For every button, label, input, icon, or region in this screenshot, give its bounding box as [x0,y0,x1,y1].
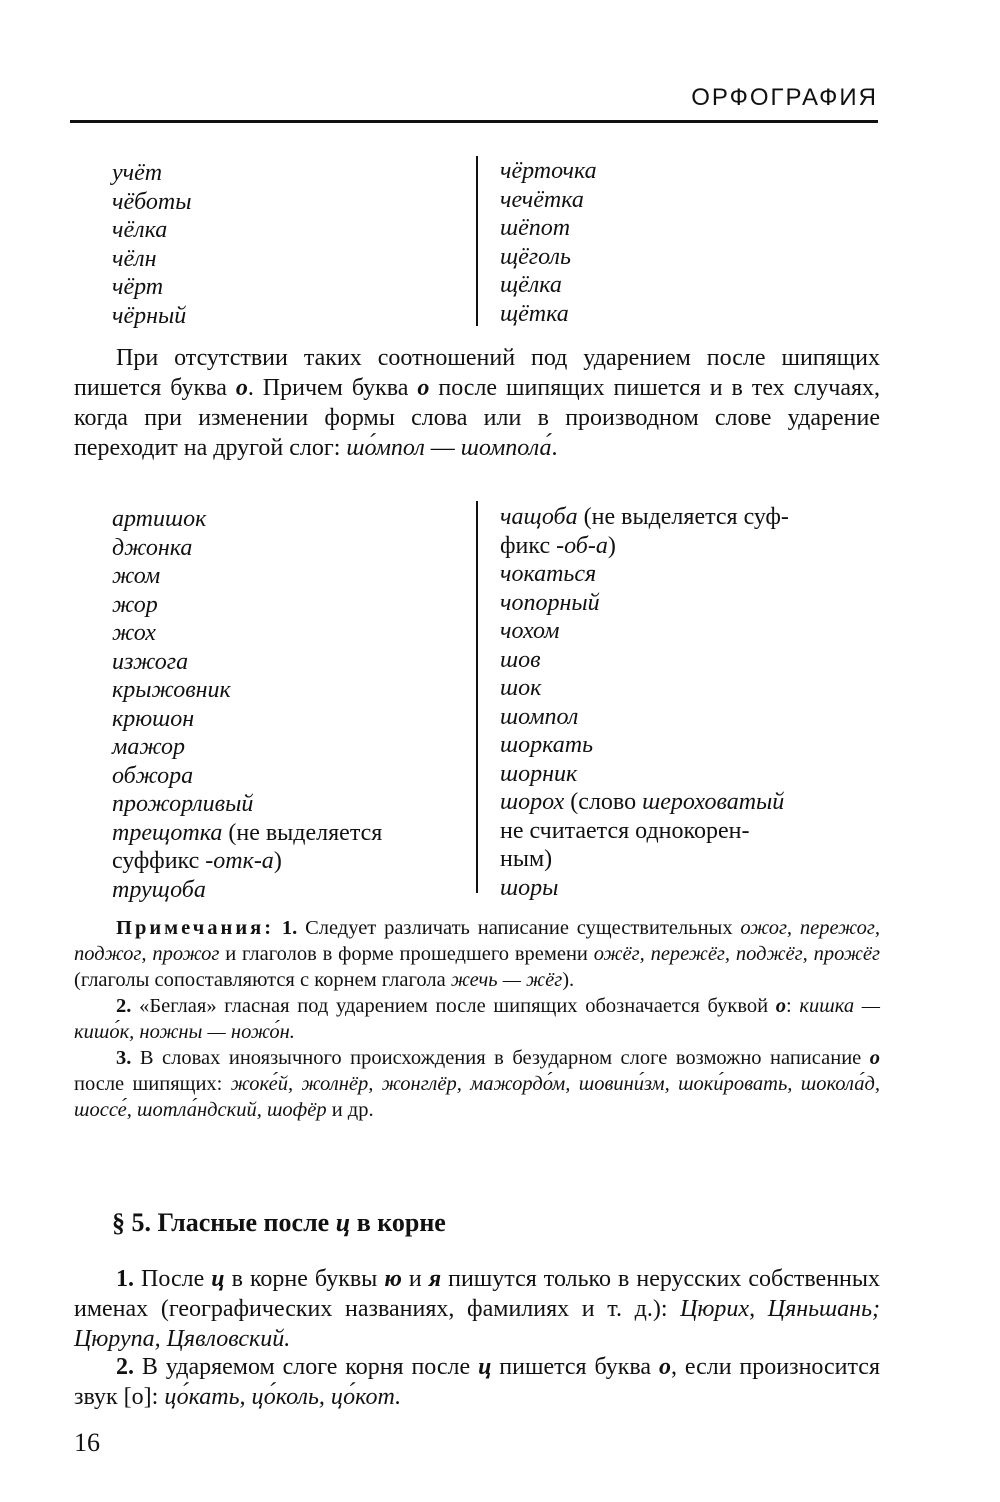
section-heading: § 5. Гласные после ц в корне [112,1208,446,1237]
list-item: чёрточка [500,158,597,184]
list-item: прожорливый [112,791,254,817]
list-item: чокаться [500,561,597,587]
word-list-2-right [500,503,880,902]
list-item: шомпол [500,703,579,730]
column-divider-2 [476,501,478,893]
page-number: 16 [74,1428,100,1457]
list-item: чопорный [500,589,600,616]
list-item: щёголь [500,243,571,270]
list-item: джонка [112,534,193,561]
list-item: мажор [112,734,186,760]
list-item: чёлка [112,217,168,243]
list-item: жом [112,563,161,589]
list-item: крыжовник [112,677,231,703]
list-item: шок [500,675,542,701]
list-item: щёлка [500,272,562,298]
list-item: изжога [112,648,189,675]
word-list-2-left [112,505,462,904]
note-1: Примечания: 1. Следует различать написание существительных ожог, пережог, поджог, прожог и глаголов в форме прошедшего времени ожёг, пережёг, поджёг, прожёг (глаголы сопоставляются с корнем глагола жечь — жёг). [74,917,881,991]
note-3: 3. В словах иноязычного происхождения в безударном слоге возможно написание о после шипящих: жоке́й, жолнёр, жонглёр, мажордо́м, шовини́зм, шоки́ровать, шокола́д, шоссе́, шотла́ндский, шофёр и др. [74,1047,880,1121]
list-item: артишок [112,506,207,532]
list-item: шёпот [500,215,571,241]
list-item: шоры [500,874,559,901]
list-item: чечётка [500,186,584,213]
list-item: учёт [112,160,163,186]
list-item: жох [112,620,156,646]
list-item: чёботы [112,188,192,215]
list-item: шов [500,646,541,673]
running-header: ОРФОГРАФИЯ [691,84,878,111]
body-paragraph-1: При отсутствии таких соотношений под ударением после шипящих пишется буква о. Причем буква о после шипящих пишется и в тех случаях, когда при изменении формы слова или в производном слове ударение переходит на другой слог: шо́мпол — шомпола́. [74,345,881,461]
list-item: трущоба [112,876,206,903]
list-item: крюшон [112,705,195,732]
list-item: чёрный [112,302,187,329]
notes-block [74,915,880,1123]
note-2: 2. «Беглая» гласная под ударением после шипящих обозначается буквой о: кишка — кишо́к, ножны — ножо́н. [74,995,880,1043]
list-item: жор [112,591,158,618]
list-item: чёлн [112,245,157,272]
list-item: обжора [112,762,194,789]
list-item: шоркать [500,732,593,758]
list-item: чащоба (не выделяется суф- фикс -об-а) [500,504,789,559]
list-item: шорник [500,760,578,787]
word-list-1-left [112,159,452,330]
column-divider-1 [476,156,478,326]
list-item: трещотка (не выделяется суффикс -отк-а) [112,819,383,874]
list-item: чохом [500,618,560,644]
list-item: щётка [500,300,569,327]
section-paragraph-1: 1. После ц в корне буквы ю и я пишутся только в нерусских собственных именах (географических названиях, фамилиях и т. д.): Цюрих, Цяньшань; Цюрупа, Цявловский. [74,1266,881,1352]
list-item: чёрт [112,274,164,300]
section-paragraph-2: 2. В ударяемом слоге корня после ц пишется буква о, если произносится звук [о]: цо́кать, цо́коль, цо́кот. [74,1354,880,1410]
header-rule [70,120,878,123]
list-item: шорох (слово шероховатый не считается однокорен- ным) [500,789,785,872]
word-list-1-right [500,157,880,328]
